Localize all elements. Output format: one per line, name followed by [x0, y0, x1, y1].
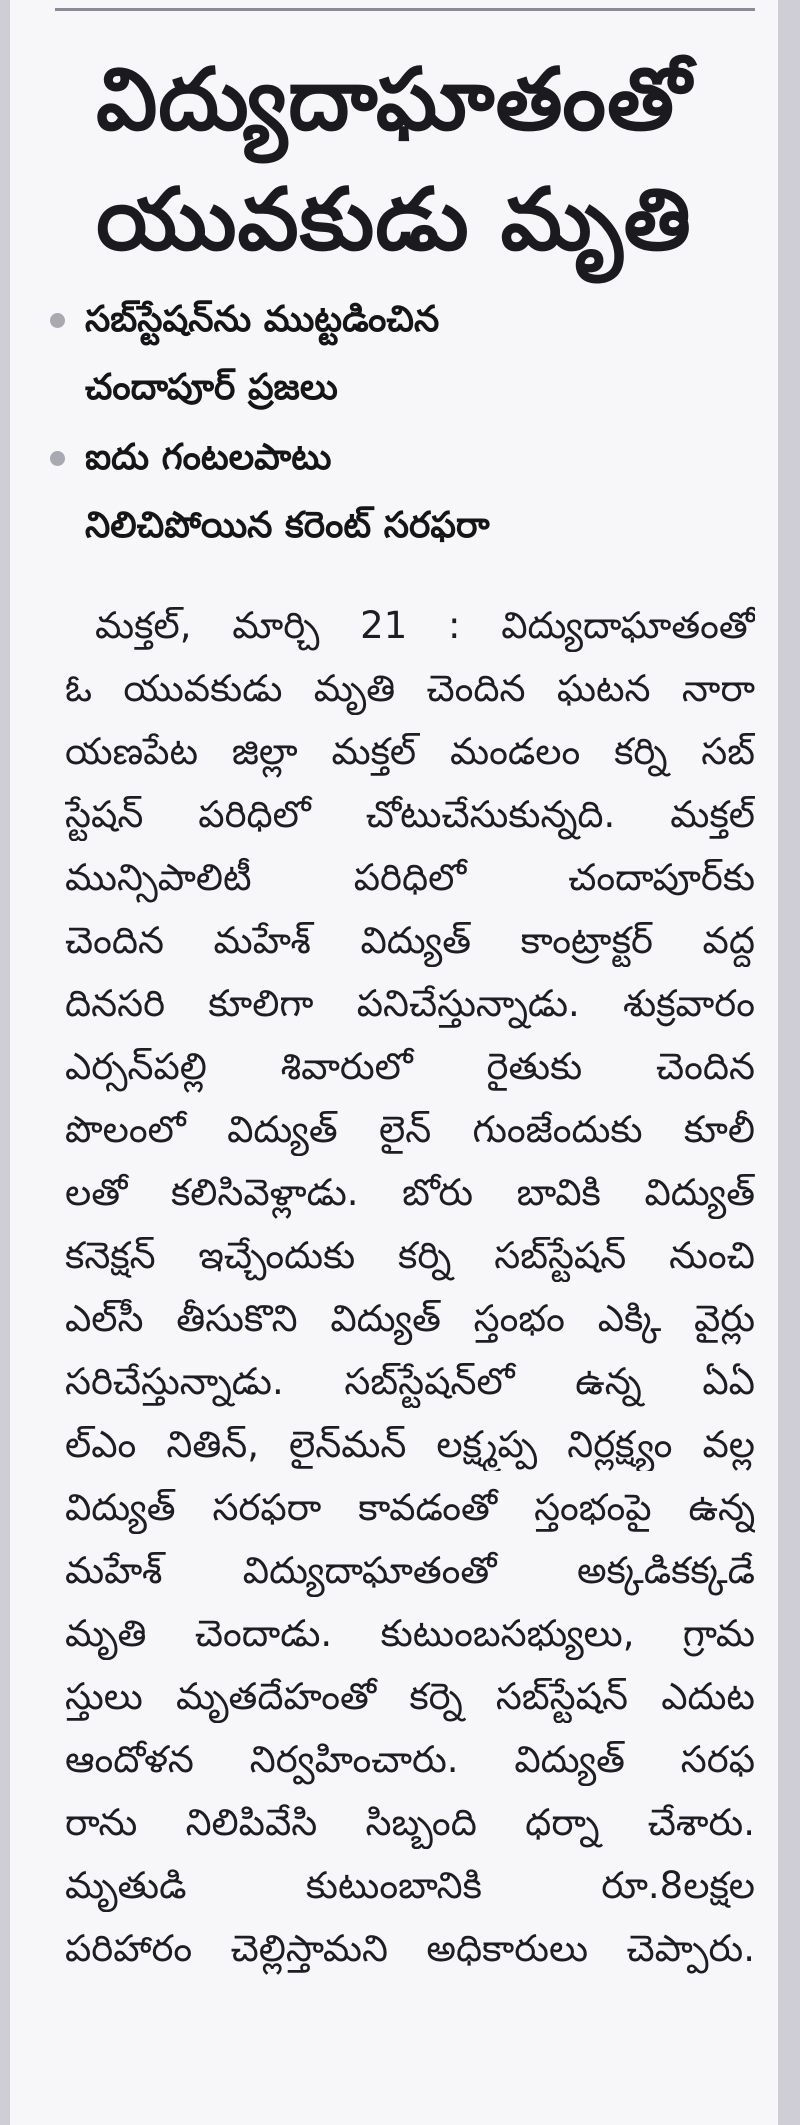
body-line: రాను నిలిపివేసి సిబ్బంది ధర్నా చేశారు.: [65, 1801, 755, 1844]
bullet-icon: [50, 313, 65, 328]
body-line: చెందిన మహేశ్ విద్యుత్ కాంట్రాక్టర్ వద్ద: [65, 919, 755, 962]
subhead-2-line-2: నిలిచిపోయిన కరెంట్ సరఫరా: [85, 505, 490, 546]
subhead-2-line-1: ఐదు గంటలపాటు: [85, 437, 332, 478]
bullet-icon: [50, 451, 65, 466]
body-line: కనెక్షన్ ఇచ్చేందుకు కర్ని సబ్‌స్టేషన్ నుంచి: [65, 1234, 755, 1277]
headline-line-2: యువకుడు మృతి: [96, 170, 692, 270]
body-line: స్టేషన్ పరిధిలో చోటుచేసుకున్నది. మక్తల్: [65, 793, 755, 836]
body-line: మృతుడి కుటుంబానికి రూ.8లక్షల: [65, 1864, 755, 1907]
body-line: ఎల్‌సీ తీసుకొని విద్యుత్ స్తంభం ఎక్కి వైర్లు: [65, 1297, 755, 1340]
body-line: మక్తల్, మార్చి 21 : విద్యుదాఘాతంతో: [95, 604, 755, 647]
body-line: సరిచేస్తున్నాడు. సబ్‌స్టేషన్‌లో ఉన్న ఏఏ: [65, 1360, 755, 1403]
body-line: పరిహారం చెల్లిస్తామని అధికారులు చెప్పారు.: [65, 1927, 755, 1970]
body-line: ఓ యువకుడు మృతి చెందిన ఘటన నారా: [65, 667, 755, 710]
headline-line-1: విద్యుదాఘాతంతో: [96, 50, 692, 150]
body-line: స్తులు మృతదేహంతో కర్నె సబ్‌స్టేషన్ ఎదుట: [65, 1675, 755, 1718]
subhead-1-line-2: చందాపూర్ ప్రజలు: [85, 367, 338, 408]
body-line: విద్యుత్ సరఫరా కావడంతో స్తంభంపై ఉన్న: [65, 1486, 755, 1529]
body-line: యణపేట జిల్లా మక్తల్ మండలం కర్ని సబ్: [65, 730, 755, 773]
body-line: ఎర్సన్‌పల్లి శివారులో రైతుకు చెందిన: [65, 1045, 755, 1088]
body-line: ల్‌ఎం నితిన్, లైన్‌మన్ లక్ష్మప్ప నిర్లక్ష్యం వల్ల: [65, 1423, 755, 1466]
body-line: పొలంలో విద్యుత్ లైన్ గుంజేందుకు కూలీ: [65, 1108, 755, 1151]
body-line: దినసరి కూలిగా పనిచేస్తున్నాడు. శుక్రవారం: [65, 982, 755, 1025]
body-line: లతో కలిసివెళ్లాడు. బోరు బావికి విద్యుత్: [65, 1171, 755, 1214]
body-line: మహేశ్ విద్యుదాఘాతంతో అక్కడికక్కడే: [65, 1549, 755, 1592]
top-rule: [55, 8, 755, 11]
body-line: మృతి చెందాడు. కుటుంబసభ్యులు, గ్రామ: [65, 1612, 755, 1655]
newspaper-clipping: [10, 0, 778, 2125]
body-line: ఆందోళన నిర్వహించారు. విద్యుత్ సరఫ: [65, 1738, 755, 1781]
body-line: మున్సిపాలిటీ పరిధిలో చందాపూర్‌కు: [65, 856, 755, 899]
subhead-1-line-1: సబ్‌స్టేషన్‌ను ముట్టడించిన: [85, 299, 440, 340]
